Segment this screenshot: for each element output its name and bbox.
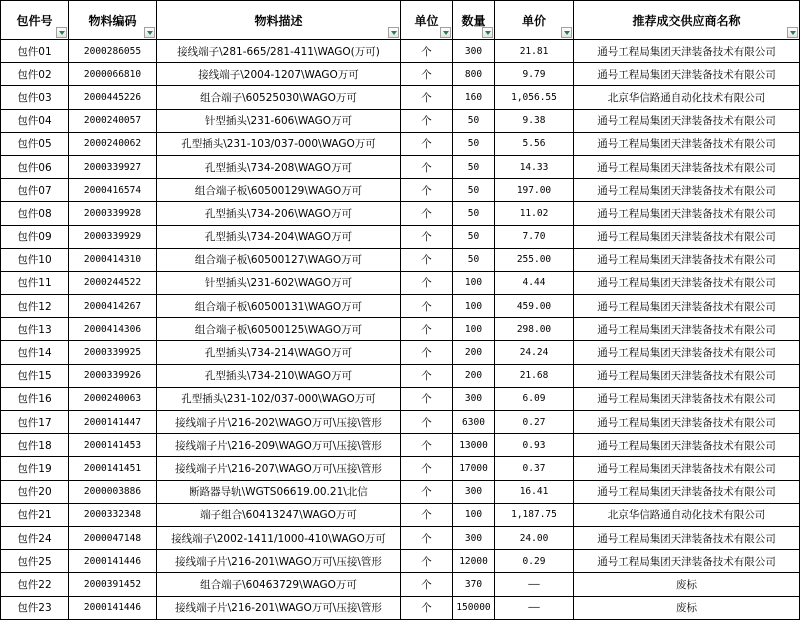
table-cell-code[interactable]: 2000445226	[69, 86, 157, 109]
table-cell-price[interactable]: 9.38	[495, 109, 574, 132]
table-cell-price[interactable]: 7.70	[495, 225, 574, 248]
table-cell-code[interactable]: 2000244522	[69, 271, 157, 294]
table-cell-unit[interactable]: 个	[401, 248, 453, 271]
table-cell-supplier[interactable]: 通号工程局集团天津装备技术有限公司	[574, 155, 800, 178]
table-cell-price[interactable]: 459.00	[495, 295, 574, 318]
table-cell-supplier[interactable]: 通号工程局集团天津装备技术有限公司	[574, 457, 800, 480]
table-cell-supplier[interactable]: 通号工程局集团天津装备技术有限公司	[574, 225, 800, 248]
table-cell-price[interactable]: 16.41	[495, 480, 574, 503]
table-row	[1, 341, 800, 364]
column-header-label: 数量	[461, 13, 486, 28]
table-cell-pkg[interactable]: 包件25	[1, 550, 69, 573]
table-cell-desc[interactable]: 组合端子板\60500129\WAGO万可	[157, 179, 401, 202]
table-cell-supplier[interactable]: 通号工程局集团天津装备技术有限公司	[574, 179, 800, 202]
dropdown-filter-icon[interactable]	[388, 27, 399, 38]
table-cell-pkg[interactable]: 包件24	[1, 526, 69, 549]
table-cell-qty[interactable]: 200	[453, 341, 495, 364]
table-cell-code[interactable]: 2000339928	[69, 202, 157, 225]
column-header-unit-price	[495, 1, 574, 40]
table-cell-unit[interactable]: 个	[401, 526, 453, 549]
table-cell-code[interactable]: 2000003886	[69, 480, 157, 503]
table-cell-qty[interactable]: 300	[453, 387, 495, 410]
table-cell-supplier[interactable]: 通号工程局集团天津装备技术有限公司	[574, 318, 800, 341]
table-cell-unit[interactable]: 个	[401, 364, 453, 387]
table-cell-desc[interactable]: 接线端子\2002-1411/1000-410\WAGO万可	[157, 526, 401, 549]
table-cell-unit[interactable]: 个	[401, 318, 453, 341]
table-cell-desc[interactable]: 组合端子板\60500127\WAGO万可	[157, 248, 401, 271]
table-cell-unit[interactable]: 个	[401, 155, 453, 178]
dropdown-filter-icon[interactable]	[482, 27, 493, 38]
table-cell-pkg[interactable]: 包件13	[1, 318, 69, 341]
table-row	[1, 225, 800, 248]
table-cell-unit[interactable]: 个	[401, 596, 453, 619]
table-cell-price[interactable]: 0.29	[495, 550, 574, 573]
table-cell-price[interactable]: 0.27	[495, 411, 574, 434]
column-header-package	[1, 1, 69, 40]
table-row	[1, 155, 800, 178]
table-cell-supplier[interactable]: 通号工程局集团天津装备技术有限公司	[574, 526, 800, 549]
table-cell-qty[interactable]: 100	[453, 318, 495, 341]
table-cell-pkg[interactable]: 包件06	[1, 155, 69, 178]
table-cell-qty[interactable]: 50	[453, 202, 495, 225]
table-cell-supplier[interactable]: 通号工程局集团天津装备技术有限公司	[574, 550, 800, 573]
table-cell-qty[interactable]: 800	[453, 63, 495, 86]
header-row	[1, 1, 800, 40]
table-row	[1, 573, 800, 596]
table-cell-desc[interactable]: 接线端子片\216-202\WAGO万可\压接\管形	[157, 411, 401, 434]
table-row	[1, 248, 800, 271]
table-cell-price[interactable]: 21.81	[495, 40, 574, 63]
table-cell-code[interactable]: 2000141446	[69, 550, 157, 573]
table-cell-qty[interactable]: 100	[453, 503, 495, 526]
table-cell-code[interactable]: 2000240062	[69, 132, 157, 155]
table-cell-supplier[interactable]: 通号工程局集团天津装备技术有限公司	[574, 341, 800, 364]
table-row	[1, 550, 800, 573]
table-cell-pkg[interactable]: 包件16	[1, 387, 69, 410]
table-cell-unit[interactable]: 个	[401, 295, 453, 318]
table-cell-price[interactable]: 5.56	[495, 132, 574, 155]
table-cell-desc[interactable]: 接线端子片\216-207\WAGO万可\压接\管形	[157, 457, 401, 480]
table-cell-pkg[interactable]: 包件09	[1, 225, 69, 248]
table-cell-qty[interactable]: 50	[453, 109, 495, 132]
table-cell-unit[interactable]: 个	[401, 225, 453, 248]
table-cell-supplier[interactable]: 废标	[574, 596, 800, 619]
dropdown-filter-icon[interactable]	[144, 27, 155, 38]
table-cell-qty[interactable]: 300	[453, 526, 495, 549]
table-cell-supplier[interactable]: 通号工程局集团天津装备技术有限公司	[574, 132, 800, 155]
table-cell-supplier[interactable]: 北京华信路通自动化技术有限公司	[574, 503, 800, 526]
table-cell-supplier[interactable]: 通号工程局集团天津装备技术有限公司	[574, 109, 800, 132]
table-cell-price[interactable]: 1,056.55	[495, 86, 574, 109]
table-row	[1, 132, 800, 155]
table-row	[1, 271, 800, 294]
table-cell-price[interactable]: 21.68	[495, 364, 574, 387]
table-cell-unit[interactable]: 个	[401, 40, 453, 63]
table-cell-supplier[interactable]: 通号工程局集团天津装备技术有限公司	[574, 40, 800, 63]
table-cell-code[interactable]: 2000339925	[69, 341, 157, 364]
table-cell-code[interactable]: 2000240063	[69, 387, 157, 410]
table-cell-qty[interactable]: 300	[453, 40, 495, 63]
table-row	[1, 318, 800, 341]
table-cell-supplier[interactable]: 通号工程局集团天津装备技术有限公司	[574, 295, 800, 318]
table-cell-unit[interactable]: 个	[401, 411, 453, 434]
table-cell-desc[interactable]: 断路器导轨\WGTS06619.00.21\北信	[157, 480, 401, 503]
table-cell-desc[interactable]: 接线端子\281-665/281-411\WAGO(万可)	[157, 40, 401, 63]
table-row	[1, 86, 800, 109]
table-cell-code[interactable]: 2000240057	[69, 109, 157, 132]
table-cell-desc[interactable]: 针型插头\231-606\WAGO万可	[157, 109, 401, 132]
table-cell-unit[interactable]: 个	[401, 63, 453, 86]
table-cell-supplier[interactable]: 废标	[574, 573, 800, 596]
table-cell-code[interactable]: 2000286055	[69, 40, 157, 63]
table-cell-code[interactable]: 2000141453	[69, 434, 157, 457]
table-cell-supplier[interactable]: 通号工程局集团天津装备技术有限公司	[574, 387, 800, 410]
column-header-supplier	[574, 1, 800, 40]
table-row	[1, 503, 800, 526]
table-row	[1, 179, 800, 202]
table-cell-price[interactable]: 9.79	[495, 63, 574, 86]
table-row	[1, 63, 800, 86]
table-cell-price[interactable]: 0.37	[495, 457, 574, 480]
table-cell-pkg[interactable]: 包件15	[1, 364, 69, 387]
table-cell-pkg[interactable]: 包件02	[1, 63, 69, 86]
table-cell-pkg[interactable]: 包件11	[1, 271, 69, 294]
table-cell-qty[interactable]: 160	[453, 86, 495, 109]
table-cell-qty[interactable]: 50	[453, 225, 495, 248]
table-cell-supplier[interactable]: 北京华信路通自动化技术有限公司	[574, 86, 800, 109]
table-cell-code[interactable]: 2000141451	[69, 457, 157, 480]
table-cell-price[interactable]: 255.00	[495, 248, 574, 271]
table-cell-qty[interactable]: 100	[453, 271, 495, 294]
table-row	[1, 202, 800, 225]
dropdown-filter-icon[interactable]	[561, 27, 572, 38]
table-cell-unit[interactable]: 个	[401, 480, 453, 503]
table-cell-code[interactable]: 2000066810	[69, 63, 157, 86]
table-cell-qty[interactable]: 12000	[453, 550, 495, 573]
table-cell-unit[interactable]: 个	[401, 109, 453, 132]
table-cell-price[interactable]: ——	[495, 596, 574, 619]
table-cell-pkg[interactable]: 包件20	[1, 480, 69, 503]
table-cell-desc[interactable]: 孔型插头\231-102/037-000\WAGO万可	[157, 387, 401, 410]
table-cell-pkg[interactable]: 包件04	[1, 109, 69, 132]
table-cell-unit[interactable]: 个	[401, 86, 453, 109]
table-cell-pkg[interactable]: 包件19	[1, 457, 69, 480]
table-cell-price[interactable]: 24.00	[495, 526, 574, 549]
table-cell-pkg[interactable]: 包件14	[1, 341, 69, 364]
table-cell-code[interactable]: 2000414310	[69, 248, 157, 271]
table-cell-unit[interactable]: 个	[401, 179, 453, 202]
column-header-label: 单价	[521, 13, 546, 28]
table-cell-pkg[interactable]: 包件05	[1, 132, 69, 155]
table-cell-unit[interactable]: 个	[401, 550, 453, 573]
table-cell-supplier[interactable]: 通号工程局集团天津装备技术有限公司	[574, 364, 800, 387]
column-header-label: 单位	[414, 13, 439, 28]
table-row	[1, 387, 800, 410]
table-cell-price[interactable]: ——	[495, 573, 574, 596]
table-cell-price[interactable]: 14.33	[495, 155, 574, 178]
table-cell-code[interactable]: 2000339927	[69, 155, 157, 178]
table-cell-desc[interactable]: 孔型插头\734-206\WAGO万可	[157, 202, 401, 225]
table-cell-desc[interactable]: 孔型插头\231-103/037-000\WAGO万可	[157, 132, 401, 155]
table-cell-qty[interactable]: 150000	[453, 596, 495, 619]
table-row	[1, 364, 800, 387]
table-cell-qty[interactable]: 17000	[453, 457, 495, 480]
table-cell-unit[interactable]: 个	[401, 387, 453, 410]
table-cell-code[interactable]: 2000332348	[69, 503, 157, 526]
column-header-material-code	[69, 1, 157, 40]
table-cell-supplier[interactable]: 通号工程局集团天津装备技术有限公司	[574, 271, 800, 294]
table-cell-unit[interactable]: 个	[401, 503, 453, 526]
table-cell-code[interactable]: 2000339926	[69, 364, 157, 387]
table-cell-qty[interactable]: 50	[453, 179, 495, 202]
table-cell-supplier[interactable]: 通号工程局集团天津装备技术有限公司	[574, 248, 800, 271]
table-cell-price[interactable]: 0.93	[495, 434, 574, 457]
dropdown-filter-icon[interactable]	[440, 27, 451, 38]
table-cell-code[interactable]: 2000414267	[69, 295, 157, 318]
table-cell-pkg[interactable]: 包件22	[1, 573, 69, 596]
table-row	[1, 457, 800, 480]
table-cell-unit[interactable]: 个	[401, 271, 453, 294]
table-cell-desc[interactable]: 孔型插头\734-208\WAGO万可	[157, 155, 401, 178]
table-row	[1, 295, 800, 318]
table-cell-unit[interactable]: 个	[401, 202, 453, 225]
table-cell-supplier[interactable]: 通号工程局集团天津装备技术有限公司	[574, 411, 800, 434]
table-cell-code[interactable]: 2000391452	[69, 573, 157, 596]
table-cell-pkg[interactable]: 包件21	[1, 503, 69, 526]
table-cell-pkg[interactable]: 包件08	[1, 202, 69, 225]
table-cell-desc[interactable]: 组合端子板\60500131\WAGO万可	[157, 295, 401, 318]
column-header-label: 推荐成交供应商名称	[632, 13, 741, 28]
column-header-label: 包件号	[16, 13, 53, 28]
table-cell-desc[interactable]: 接线端子片\216-201\WAGO万可\压接\管形	[157, 596, 401, 619]
column-header-material-description	[157, 1, 401, 40]
table-cell-desc[interactable]: 组合端子\60463729\WAGO万可	[157, 573, 401, 596]
table-row	[1, 434, 800, 457]
table-cell-qty[interactable]: 300	[453, 480, 495, 503]
table-cell-code[interactable]: 2000416574	[69, 179, 157, 202]
table-cell-price[interactable]: 1,187.75	[495, 503, 574, 526]
table-cell-desc[interactable]: 针型插头\231-602\WAGO万可	[157, 271, 401, 294]
table-cell-unit[interactable]: 个	[401, 457, 453, 480]
table-cell-unit[interactable]: 个	[401, 341, 453, 364]
table-body	[1, 40, 800, 620]
table-cell-supplier[interactable]: 通号工程局集团天津装备技术有限公司	[574, 202, 800, 225]
table-cell-unit[interactable]: 个	[401, 573, 453, 596]
table-cell-supplier[interactable]: 通号工程局集团天津装备技术有限公司	[574, 63, 800, 86]
table-row	[1, 411, 800, 434]
table-cell-desc[interactable]: 组合端子\60525030\WAGO万可	[157, 86, 401, 109]
table-row	[1, 109, 800, 132]
table-cell-price[interactable]: 11.02	[495, 202, 574, 225]
table-cell-supplier[interactable]: 通号工程局集团天津装备技术有限公司	[574, 480, 800, 503]
table-cell-unit[interactable]: 个	[401, 132, 453, 155]
table-cell-code[interactable]: 2000047148	[69, 526, 157, 549]
table-cell-code[interactable]: 2000339929	[69, 225, 157, 248]
table-row	[1, 596, 800, 619]
dropdown-filter-icon[interactable]	[787, 27, 798, 38]
table-cell-price[interactable]: 6.09	[495, 387, 574, 410]
table-cell-pkg[interactable]: 包件07	[1, 179, 69, 202]
dropdown-filter-icon[interactable]	[56, 27, 67, 38]
table-cell-pkg[interactable]: 包件03	[1, 86, 69, 109]
table-cell-price[interactable]: 4.44	[495, 271, 574, 294]
table-cell-price[interactable]: 197.00	[495, 179, 574, 202]
table-cell-code[interactable]: 2000141446	[69, 596, 157, 619]
table-cell-desc[interactable]: 接线端子片\216-209\WAGO万可\压接\管形	[157, 434, 401, 457]
table-cell-qty[interactable]: 50	[453, 248, 495, 271]
table-cell-qty[interactable]: 6300	[453, 411, 495, 434]
table-cell-pkg[interactable]: 包件18	[1, 434, 69, 457]
table-cell-supplier[interactable]: 通号工程局集团天津装备技术有限公司	[574, 434, 800, 457]
table-cell-qty[interactable]: 100	[453, 295, 495, 318]
table-cell-pkg[interactable]: 包件10	[1, 248, 69, 271]
table-cell-qty[interactable]: 50	[453, 132, 495, 155]
table-cell-pkg[interactable]: 包件01	[1, 40, 69, 63]
column-header-label: 物料编码	[88, 13, 137, 28]
table-cell-qty[interactable]: 13000	[453, 434, 495, 457]
table-row	[1, 480, 800, 503]
table-cell-pkg[interactable]: 包件17	[1, 411, 69, 434]
table-cell-desc[interactable]: 孔型插头\734-210\WAGO万可	[157, 364, 401, 387]
table-cell-pkg[interactable]: 包件12	[1, 295, 69, 318]
table-cell-qty[interactable]: 370	[453, 573, 495, 596]
column-header-label: 物料描述	[254, 13, 303, 28]
table-row	[1, 40, 800, 63]
table-cell-desc[interactable]: 孔型插头\734-204\WAGO万可	[157, 225, 401, 248]
table-cell-desc[interactable]: 接线端子\2004-1207\WAGO万可	[157, 63, 401, 86]
table-cell-code[interactable]: 2000414306	[69, 318, 157, 341]
table-cell-pkg[interactable]: 包件23	[1, 596, 69, 619]
table-cell-desc[interactable]: 接线端子片\216-201\WAGO万可\压接\管形	[157, 550, 401, 573]
table-cell-desc[interactable]: 孔型插头\734-214\WAGO万可	[157, 341, 401, 364]
table-cell-unit[interactable]: 个	[401, 434, 453, 457]
table-cell-desc[interactable]: 端子组合\60413247\WAGO万可	[157, 503, 401, 526]
table-cell-qty[interactable]: 50	[453, 155, 495, 178]
table-cell-qty[interactable]: 200	[453, 364, 495, 387]
table-cell-price[interactable]: 298.00	[495, 318, 574, 341]
table-cell-price[interactable]: 24.24	[495, 341, 574, 364]
column-header-quantity	[453, 1, 495, 40]
column-header-unit	[401, 1, 453, 40]
table-cell-desc[interactable]: 组合端子板\60500125\WAGO万可	[157, 318, 401, 341]
table-row	[1, 526, 800, 549]
table-cell-code[interactable]: 2000141447	[69, 411, 157, 434]
